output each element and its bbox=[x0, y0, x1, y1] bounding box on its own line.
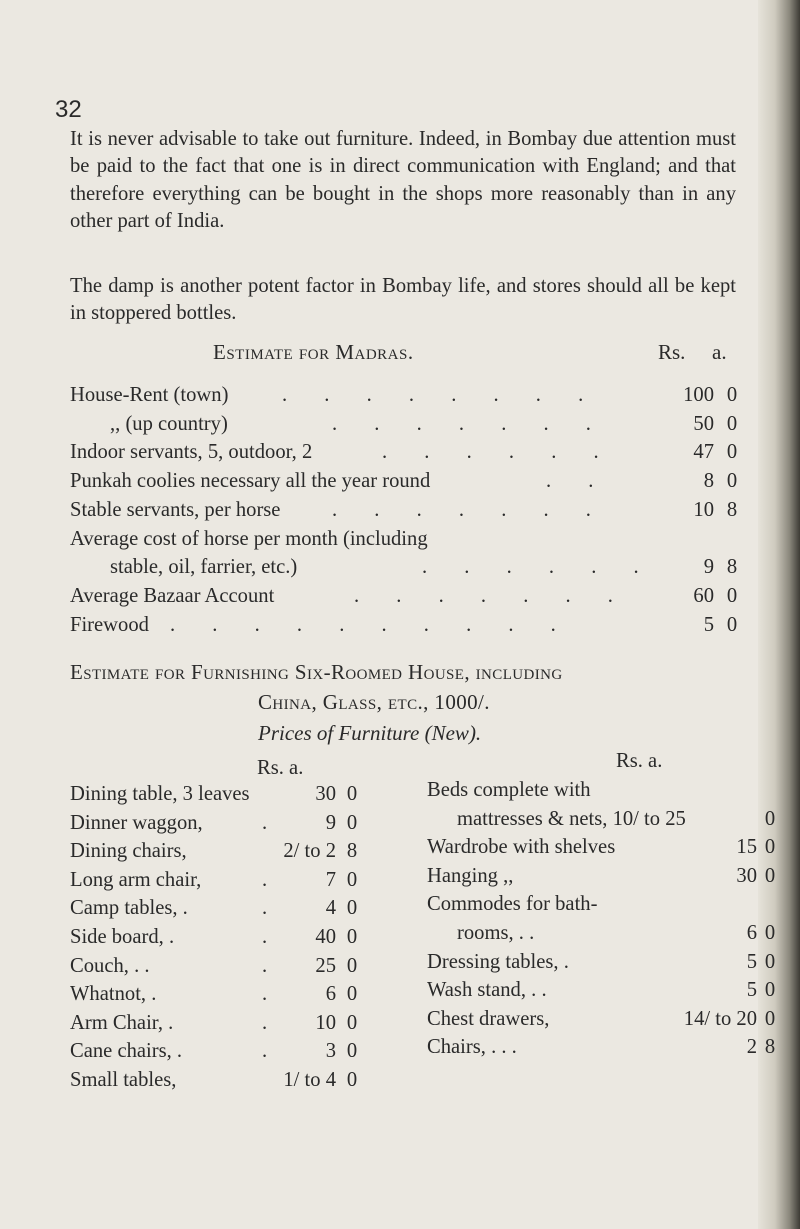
madras-row-label: Average cost of horse per month (including bbox=[70, 527, 428, 550]
furniture-rs: 15 bbox=[736, 836, 757, 859]
furniture-label: Cane chairs, . bbox=[70, 1040, 183, 1063]
leader-dot: . bbox=[262, 868, 268, 891]
furniture-a: 0 bbox=[346, 783, 358, 805]
furniture-label: Hanging ,, bbox=[427, 864, 514, 887]
furniture-a: 0 bbox=[764, 1007, 776, 1030]
furniture-rs: 25 bbox=[315, 954, 336, 977]
leader-dot: . bbox=[262, 811, 268, 834]
madras-estimate-title: Estimate for Madras. bbox=[213, 340, 414, 364]
furniture-rs: 5 bbox=[746, 979, 757, 1002]
furniture-row bbox=[427, 893, 787, 923]
leader-dot: . bbox=[262, 1011, 268, 1034]
furniture-a: 0 bbox=[346, 1011, 358, 1034]
furniture-a: 0 bbox=[346, 1040, 358, 1063]
madras-row-a: 0 bbox=[726, 412, 738, 435]
furniture-label: Commodes for bath- bbox=[427, 893, 598, 916]
furniture-row bbox=[70, 897, 370, 927]
madras-row-a: 8 bbox=[726, 498, 738, 521]
furniture-a: 0 bbox=[764, 979, 776, 1002]
furniture-rs: 40 bbox=[315, 926, 336, 948]
furniture-row bbox=[70, 955, 370, 985]
furniture-row bbox=[70, 1069, 370, 1099]
leader-dots: . . . . . . . bbox=[332, 412, 607, 435]
furniture-rs: 2 bbox=[746, 1036, 757, 1059]
furniture-rs: 3 bbox=[325, 1040, 336, 1063]
madras-row-rs: 8 bbox=[703, 470, 714, 493]
madras-row-label: House-Rent (town) bbox=[70, 384, 229, 406]
furniture-label: Arm Chair, . bbox=[70, 1011, 174, 1034]
madras-row-a: 8 bbox=[726, 556, 738, 579]
furniture-a: 0 bbox=[764, 807, 776, 830]
madras-row-a: 0 bbox=[726, 613, 738, 636]
furniture-a: 8 bbox=[346, 840, 358, 863]
madras-a-header: a. bbox=[712, 340, 727, 364]
furniture-label: Side board, . bbox=[70, 926, 175, 948]
furniture-label: Beds complete with bbox=[427, 779, 591, 801]
leader-dots: . . . . . . . bbox=[332, 498, 607, 521]
furniture-label: Small tables, bbox=[70, 1069, 177, 1091]
furniture-label: Wardrobe with shelves bbox=[427, 836, 616, 859]
madras-row bbox=[70, 441, 750, 471]
furniture-row bbox=[70, 783, 370, 813]
furniture-label: Camp tables, . bbox=[70, 897, 188, 920]
furniture-row bbox=[427, 951, 787, 981]
madras-row-label: stable, oil, farrier, etc.) bbox=[110, 556, 298, 579]
madras-row-label: Punkah coolies necessary all the year round bbox=[70, 470, 431, 493]
furniture-label: rooms, . . bbox=[457, 922, 535, 944]
madras-row-rs: 47 bbox=[693, 441, 714, 464]
madras-row bbox=[70, 585, 750, 615]
furniture-rs: 6 bbox=[746, 922, 757, 944]
furniture-rs: 30 bbox=[736, 864, 757, 887]
leader-dots: . . . . . . . . . . bbox=[170, 613, 572, 636]
madras-row-label: Firewood bbox=[70, 613, 149, 636]
furniture-row bbox=[70, 1012, 370, 1042]
madras-row-rs: 5 bbox=[703, 613, 714, 636]
furniture-label: Chest drawers, bbox=[427, 1007, 550, 1030]
madras-row-label: ,, (up country) bbox=[110, 412, 228, 435]
furniture-label: Wash stand, . . bbox=[427, 979, 547, 1002]
furniture-row bbox=[70, 1040, 370, 1070]
furniture-rs: 9 bbox=[325, 811, 336, 834]
furniture-row bbox=[427, 808, 787, 838]
page-number: 32 bbox=[55, 96, 82, 123]
furnishing-title-line1: Estimate for Furnishing Six-Roomed House, including bbox=[70, 660, 563, 684]
leader-dot: . bbox=[262, 926, 268, 948]
madras-row bbox=[70, 614, 750, 644]
furniture-row bbox=[427, 979, 787, 1009]
furniture-row bbox=[427, 922, 787, 952]
leader-dot: . bbox=[262, 897, 268, 920]
furniture-row bbox=[70, 869, 370, 899]
madras-row-label: Average Bazaar Account bbox=[70, 584, 275, 607]
furniture-a: 0 bbox=[764, 950, 776, 973]
furniture-a: 0 bbox=[346, 897, 358, 920]
madras-row-a: 0 bbox=[726, 441, 738, 464]
furniture-rs: 14/ to 20 bbox=[683, 1007, 757, 1030]
leader-dot: . bbox=[262, 954, 268, 977]
furniture-row bbox=[70, 812, 370, 842]
furniture-row bbox=[427, 779, 787, 809]
furniture-label: Chairs, . . . bbox=[427, 1036, 517, 1059]
madras-rs-header: Rs. bbox=[658, 340, 686, 364]
madras-row-label: Stable servants, per horse bbox=[70, 498, 281, 521]
furniture-rs: 4 bbox=[325, 897, 336, 920]
furniture-label: Dinner waggon, bbox=[70, 811, 203, 834]
leader-dots: . . . . . . . . bbox=[282, 384, 600, 406]
madras-row-a: 0 bbox=[726, 584, 738, 607]
furniture-a: 0 bbox=[764, 922, 776, 944]
furniture-a: 0 bbox=[346, 811, 358, 834]
furniture-row bbox=[70, 840, 370, 870]
madras-row-rs: 9 bbox=[703, 556, 714, 579]
furniture-rs: 10 bbox=[315, 1011, 336, 1034]
furniture-label: Dining chairs, bbox=[70, 840, 187, 863]
madras-row bbox=[70, 556, 750, 586]
leader-dot: . bbox=[262, 983, 268, 1006]
furniture-row bbox=[70, 983, 370, 1013]
furniture-a: 0 bbox=[346, 954, 358, 977]
madras-row-rs: 50 bbox=[693, 412, 714, 435]
furniture-rs: 30 bbox=[315, 783, 336, 805]
right-rs-a-header: Rs. a. bbox=[616, 750, 663, 772]
furniture-rs: 1/ to 4 bbox=[283, 1069, 336, 1091]
madras-row bbox=[70, 413, 750, 443]
prices-subtitle: Prices of Furniture (New). bbox=[258, 721, 482, 745]
furniture-a: 0 bbox=[346, 983, 358, 1006]
leader-dots: . . . . . . bbox=[382, 441, 615, 464]
madras-row bbox=[70, 499, 750, 529]
furniture-rs: 7 bbox=[325, 868, 336, 891]
leader-dots: . . . . . . . bbox=[354, 584, 629, 607]
leader-dots: . . . . . . bbox=[422, 556, 655, 579]
furniture-rs: 6 bbox=[325, 983, 336, 1006]
paragraph-damp: The damp is another potent factor in Bombay life, and stores should all be kept in stoppered bottles. bbox=[70, 275, 736, 325]
furniture-label: Whatnot, . bbox=[70, 983, 157, 1006]
furniture-rs: 5 bbox=[746, 950, 757, 973]
madras-row-rs: 60 bbox=[693, 584, 714, 607]
paragraph-furniture-advice: It is never advisable to take out furniture. Indeed, in Bombay due attention must be paid to the fact that one is in direct communication with England; and that therefore everything can be bought in the shops more reasonably than in any other part of India. bbox=[70, 128, 736, 232]
furniture-a: 0 bbox=[346, 926, 358, 948]
furniture-row bbox=[427, 865, 787, 895]
madras-row bbox=[70, 384, 750, 414]
furniture-rs: 2/ to 2 bbox=[283, 840, 336, 863]
left-rs-a-header: Rs. a. bbox=[257, 757, 304, 779]
furniture-a: 0 bbox=[764, 836, 776, 859]
madras-row-rs: 10 bbox=[693, 498, 714, 521]
madras-row bbox=[70, 470, 750, 500]
madras-row-a: 0 bbox=[726, 470, 738, 493]
furniture-a: 0 bbox=[764, 864, 776, 887]
madras-row-label: Indoor servants, 5, outdoor, 2 bbox=[70, 441, 313, 464]
furniture-row bbox=[70, 926, 370, 956]
madras-row-a: 0 bbox=[726, 384, 738, 406]
furniture-label: Couch, . . bbox=[70, 954, 150, 977]
furniture-row bbox=[427, 836, 787, 866]
furniture-row bbox=[427, 1008, 787, 1038]
furniture-label: Dressing tables, . bbox=[427, 950, 569, 973]
leader-dots: . . bbox=[546, 470, 610, 493]
furniture-a: 8 bbox=[764, 1036, 776, 1059]
furniture-a: 0 bbox=[346, 868, 358, 891]
madras-row-rs: 100 bbox=[683, 384, 714, 406]
furniture-label: Long arm chair, bbox=[70, 868, 202, 891]
madras-row bbox=[70, 528, 750, 558]
furnishing-title-line2: China, Glass, etc., 1000/. bbox=[258, 690, 490, 714]
furniture-row bbox=[427, 1036, 787, 1066]
furniture-a: 0 bbox=[346, 1069, 358, 1091]
furniture-label: mattresses & nets, 10/ to 25 bbox=[457, 807, 686, 830]
leader-dot: . bbox=[262, 1040, 268, 1063]
furniture-label: Dining table, 3 leaves bbox=[70, 783, 250, 805]
